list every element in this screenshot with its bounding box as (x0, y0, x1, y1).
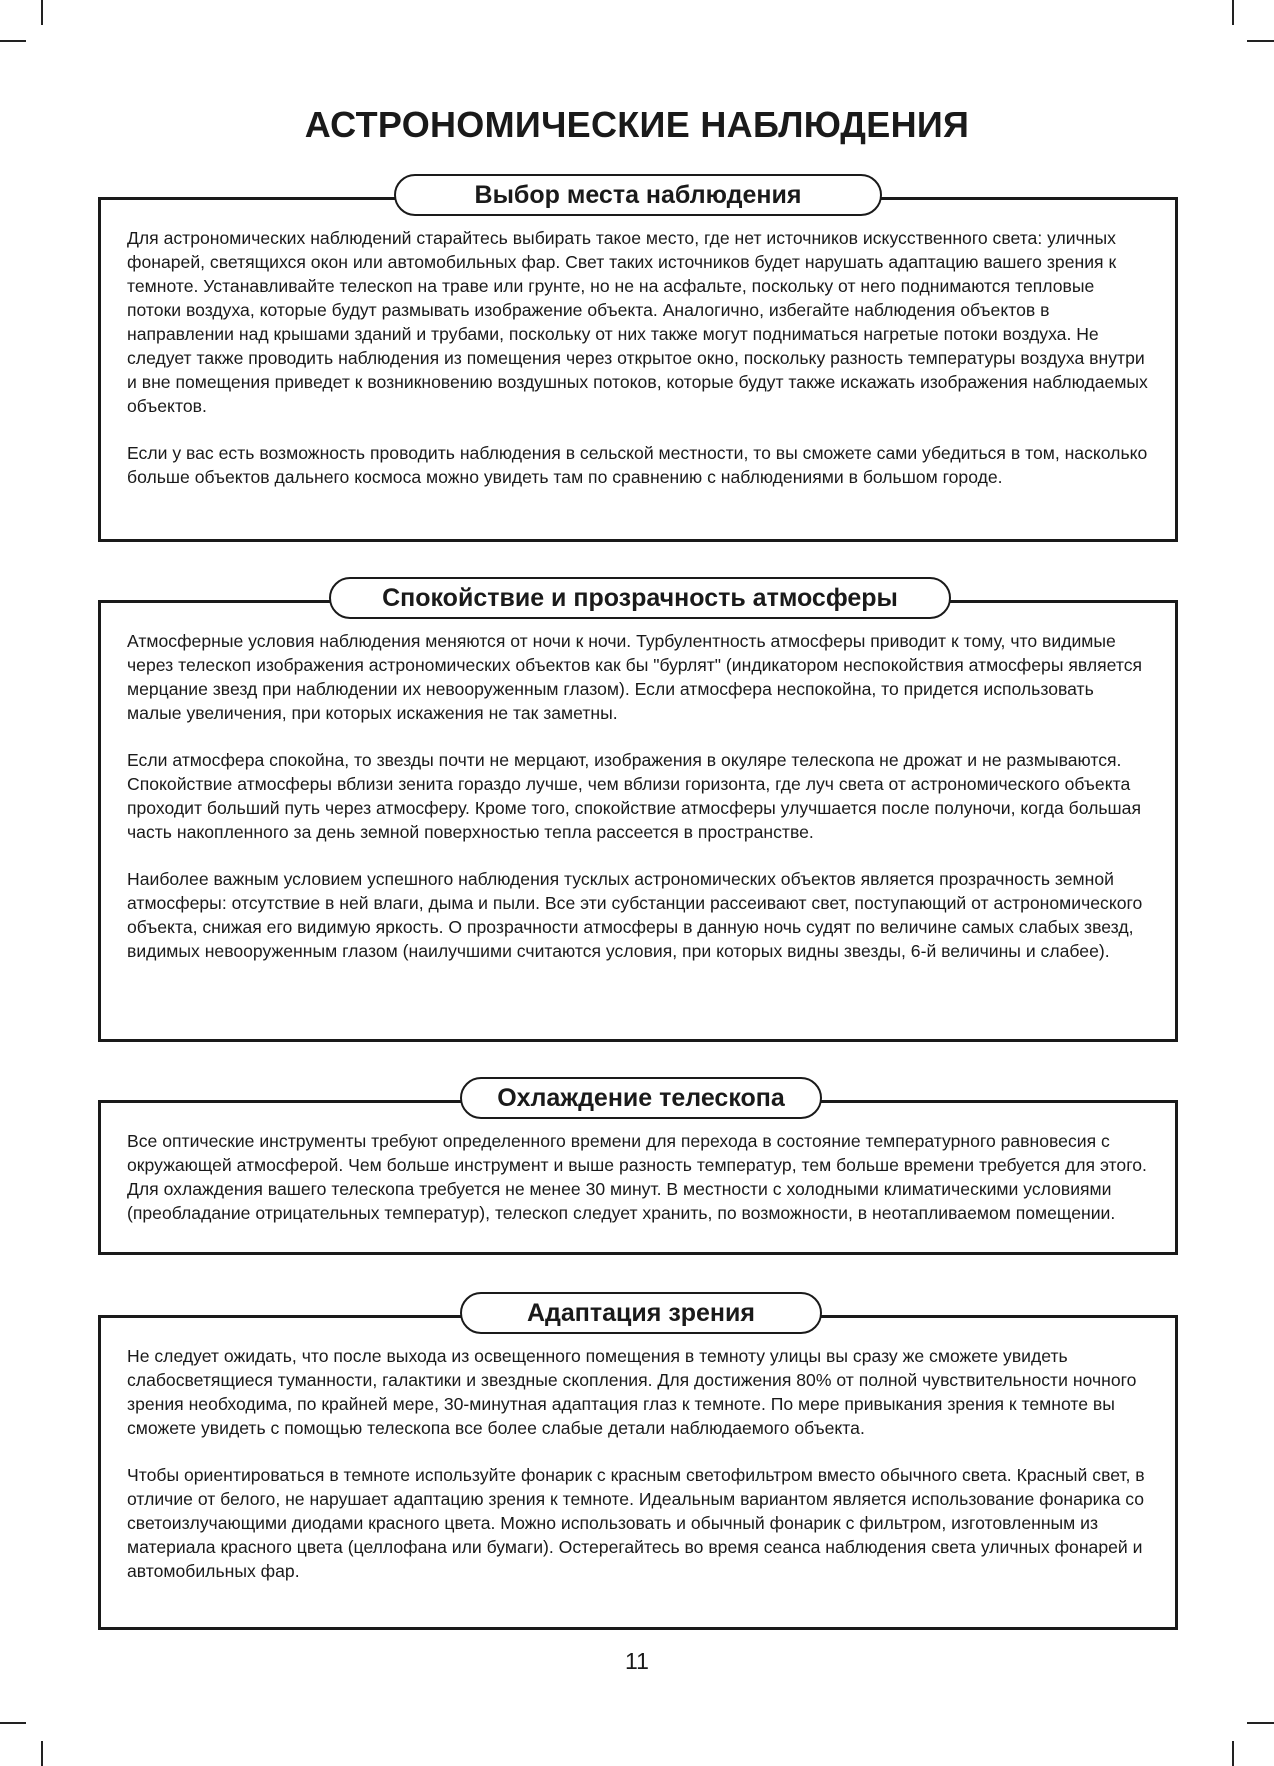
section-heading-text: Выбор места наблюдения (474, 180, 802, 209)
paragraph: Если атмосфера спокойна, то звезды почти не мерцают, изображения в окуляре телескопа не дрожат и не размываются. Спокойствие атмосферы вблизи зенита гораздо лучше, чем вблизи горизонта, где луч света от астрономического объекта проходит больший путь через атмосферу. Кроме того, спокойствие атмосферы улучшается после полуночи, когда большая часть накопленного за день земной поверхностью тепла рассеется в пространстве. (127, 750, 1141, 842)
section-heading-telescope-cooling (460, 1077, 822, 1119)
crop-mark-top-left-vertical (41, 0, 43, 25)
page-title: АСТРОНОМИЧЕСКИЕ НАБЛЮДЕНИЯ (304, 104, 970, 145)
page-number: 11 (625, 1648, 649, 1674)
crop-mark-top-right-vertical (1232, 0, 1234, 25)
section-heading-atmosphere (329, 577, 951, 619)
section-body (101, 200, 1175, 499)
section-heading-text: Спокойствие и прозрачность атмосферы (382, 583, 898, 612)
section-vision-adaptation (98, 1298, 1178, 1630)
section-body (101, 1318, 1175, 1593)
crop-mark-bottom-left-horizontal (0, 1722, 26, 1724)
section-atmosphere (98, 583, 1178, 1042)
section-heading-text: Охлаждение телескопа (497, 1083, 785, 1112)
section-telescope-cooling (98, 1083, 1178, 1255)
crop-mark-bottom-right-horizontal (1247, 1722, 1274, 1724)
section-heading-text: Адаптация зрения (526, 1298, 755, 1327)
crop-mark-top-left-horizontal (0, 40, 26, 42)
paragraph: Чтобы ориентироваться в темноте используйте фонарик с красным светофильтром вместо обычного света. Красный свет, в отличие от белого, не нарушает адаптацию зрения к темноте. Идеальным вариантом является использование фонарика со светоизлучающими диодами красного цвета. Можно использовать и обычный фонарик с фильтром, изготовленным из материала красного цвета (целлофана или бумаги). Остерегайтесь во время сеанса наблюдения света уличных фонарей и автомобильных фар. (127, 1465, 1145, 1581)
section-body (101, 1103, 1175, 1235)
paragraph: Для астрономических наблюдений старайтесь выбирать такое место, где нет источников искусственного света: уличных фонарей, светящихся окон или автомобильных фар. Свет таких источников будет нарушать адаптацию вашего зрения к темноте. Устанавливайте телескоп на траве или грунте, но не на асфальте, поскольку от него поднимаются тепловые потоки воздуха, которые будут размывать изображение объекта. Аналогично, избегайте наблюдения объектов в направлении над крышами зданий и трубами, поскольку от них также могут подниматься нагретые потоки воздуха. Не следует также проводить наблюдения из помещения через открытое окно, поскольку разность температуры воздуха внутри и вне помещения приведет к возникновению воздушных потоков, которые будут также искажать изображения наблюдаемых объектов. (127, 228, 1148, 416)
paragraph: Атмосферные условия наблюдения меняются от ночи к ночи. Турбулентность атмосферы приводит к тому, что видимые через телескоп изображения астрономических объектов как бы "бурлят" (индикатором неспокойствия атмосферы является мерцание звезд при наблюдении их невооруженным глазом). Если атмосфера неспокойна, то придется использовать малые увеличения, при которых искажения не так заметны. (127, 631, 1143, 723)
paragraph: Если у вас есть возможность проводить наблюдения в сельской местности, то вы сможете сами убедиться в том, насколько больше объектов дальнего космоса можно увидеть там по сравнению с наблюдениями в большом городе. (127, 443, 1148, 487)
crop-mark-bottom-right-vertical (1232, 1741, 1234, 1766)
crop-mark-bottom-left-vertical (41, 1741, 43, 1766)
crop-mark-top-right-horizontal (1247, 40, 1274, 42)
paragraph: Не следует ожидать, что после выхода из освещенного помещения в темноту улицы вы сразу же сможете увидеть слабосветящиеся туманности, галактики и звездные скопления. Для достижения 80% от полной чувствительности ночного зрения необходима, по крайней мере, 30-минутная адаптация глаз к темноте. По мере привыкания зрения к темноте вы сможете увидеть с помощью телескопа все более слабые детали наблюдаемого объекта. (127, 1346, 1137, 1438)
section-heading-observation-site (394, 174, 882, 216)
paragraph: Наиболее важным условием успешного наблюдения тусклых астрономических объектов является прозрачность земной атмосферы: отсутствие в ней влаги, дыма и пыли. Все эти субстанции рассеивают свет, поступающий от астрономического объекта, снижая его видимую яркость. О прозрачности атмосферы в данную ночь судят по величине самых слабых звезд, видимых невооруженным глазом (наилучшими считаются условия, при которых видны звезды, 6-й величины и слабее). (127, 869, 1143, 961)
section-observation-site (98, 180, 1178, 542)
paragraph: Все оптические инструменты требуют определенного времени для перехода в состояние температурного равновесия с окружающей атмосферой. Чем больше инструмент и выше разность температур, тем больше времени требуется для этого. Для охлаждения вашего телескопа требуется не менее 30 минут. В местности с холодными климатическими условиями (преобладание отрицательных температур), телескоп следует хранить, по возможности, в неотапливаемом помещении. (127, 1131, 1147, 1223)
section-body (101, 603, 1175, 973)
section-heading-vision-adaptation (460, 1292, 822, 1334)
